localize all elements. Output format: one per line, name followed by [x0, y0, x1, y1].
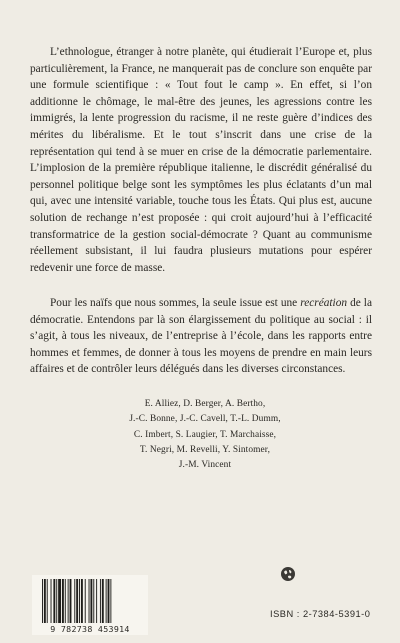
barcode-bar [106, 579, 107, 623]
barcode-bar [90, 579, 92, 623]
paragraph-2-end: de la démocratie. Entendons par là son élargissement du politique au social : il s’agit, à tous les niveaux, de l’entreprise à l’école, dans les rapports entre hommes et femmes, de donner à tous les moyens de prendre en main leurs affaires et de contrôler leurs délégués dans les diverses circonstances. [30, 297, 372, 376]
barcode-bar [44, 579, 46, 623]
barcode-bar [56, 579, 57, 623]
barcode-bar [79, 579, 80, 623]
globe-icon [280, 566, 296, 582]
barcode-bar [58, 579, 61, 623]
barcode-bar [68, 579, 69, 623]
barcode [32, 575, 148, 635]
paragraph-2-italic: recréation [300, 297, 348, 309]
summary-paragraph-1: L’ethnologue, étranger à notre planète, qui étudierait l’Europe et, plus particulièrement, la France, ne manquerait pas de conclure son enquête par une formule scientifique : « Tout fout le camp ». En effet, si l’on additionne le chômage, le mal-être des jeunes, les agressions contre les immigrés, la lente progression du racisme, il ne reste guère d’indices des mérites du libéralisme. Et le tout s’inscrit dans une crise de la représentation qui tend à se muer en crise de la démocratie parlementaire. L’implosion de la première république italienne, le discrédit généralisé du personnel politique belge sont les symptômes les plus éclatants d’un mal qui, avec une intensité variable, touche tous les États. Qui plus est, aucune solution de rechange n’est proposée : qui croit aujourd’hui à l’efficacité transformatrice de la gestion social-démocrate ? Quant au communisme réellement subsistant, il lui faudra plusieurs mutations pour espérer redevenir une force de masse. [30, 46, 372, 274]
barcode-bar [65, 579, 66, 623]
barcode-bar [108, 579, 110, 623]
barcode-bar [76, 579, 78, 623]
author-line: C. Imbert, S. Laugier, T. Marchaisse, [133, 429, 277, 440]
author-line: J.-M. Vincent [178, 460, 232, 471]
barcode-bar [70, 579, 72, 623]
barcode-bar [47, 579, 48, 623]
barcode-bar [110, 579, 111, 623]
barcode-bar [53, 579, 55, 623]
author-line: J.-C. Bonne, J.-C. Cavell, T.-L. Dumm, [129, 414, 281, 425]
barcode-bar [102, 579, 104, 623]
barcode-bar [96, 579, 97, 623]
barcode-number: 9 782738 453914 [50, 624, 130, 634]
barcode-bar [85, 579, 86, 623]
author-line: T. Negri, M. Revelli, Y. Sintomer, [139, 444, 271, 455]
author-line: E. Alliez, D. Berger, A. Bertho, [144, 399, 266, 409]
barcode-bar [93, 579, 94, 623]
isbn: ISBN : 2-7384-5391-0 [270, 609, 371, 619]
author-list [70, 397, 340, 473]
barcode-bar [42, 579, 43, 623]
barcode-bar [74, 579, 75, 623]
barcode-bar [100, 579, 101, 623]
barcode-bar [51, 579, 52, 623]
summary-paragraph-2 [30, 295, 372, 378]
barcode-bars [42, 579, 138, 623]
barcode-bar [62, 579, 64, 623]
barcode-bar [81, 579, 83, 623]
barcode-bar [89, 579, 90, 623]
paragraph-2-start: Pour les naïfs que nous sommes, la seule issue est une [50, 297, 301, 309]
